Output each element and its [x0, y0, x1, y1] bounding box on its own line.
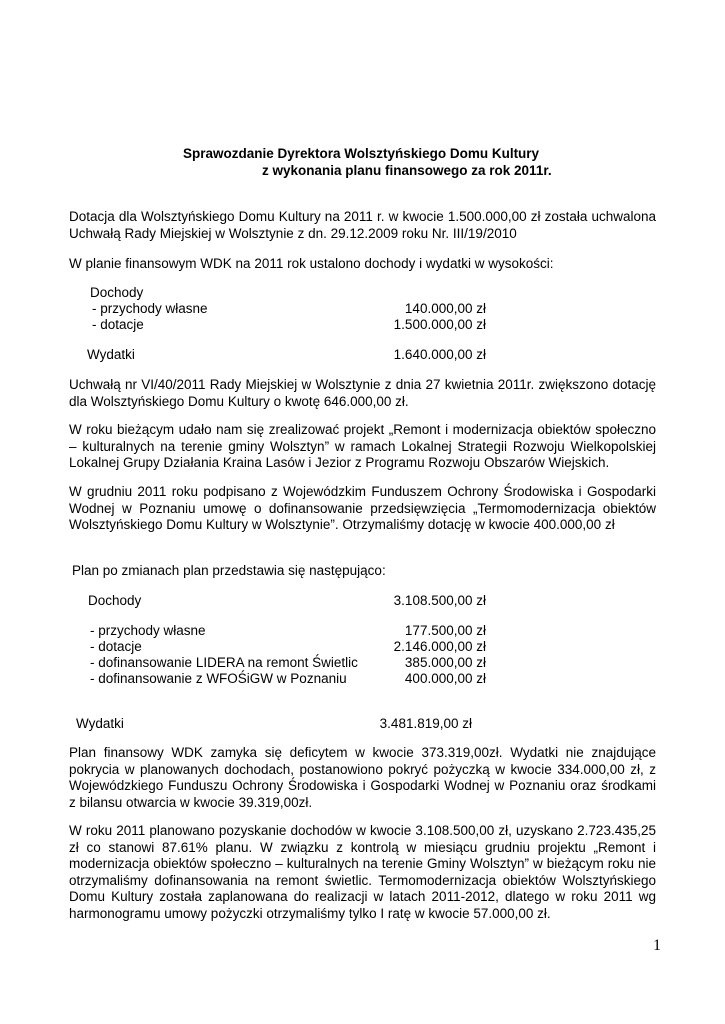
plan2-wydatki-label: Wydatki [76, 716, 124, 731]
plan2-dochody-amount: 3.108.500,00 zł [393, 593, 486, 608]
paragraph-plan: W planie finansowym WDK na 2011 rok ustalono dochody i wydatki w wysokości: [69, 256, 554, 271]
plan2-item-label: - dofinansowanie z WFOŚiGW w Poznaniu [90, 671, 347, 686]
paragraph-uchwala: Uchwałą nr VI/40/2011 Rady Miejskiej w Wolsztynie z dnia 27 kwietnia 2011r. zwiększono dotację dla Wolsztyńskiego Domu Kultury o kwotę 646.000,00 zł. [69, 377, 656, 409]
paragraph-grudzien: W grudniu 2011 roku podpisano z Wojewódzkim Funduszem Ochrony Środowiska i Gospodarki Wodnej w Poznaniu umowę o dofinansowanie przedsięwzięcia „Termomodernizacja obiektów Wolsztyńskiego Domu Kultury w Wolsztynie”. Otrzymaliśmy dotację w kwocie 400.000,00 zł [69, 484, 656, 532]
paragraph-remont: W roku bieżącym udało nam się zrealizować projekt „Remont i modernizacja obiektów społeczno – kulturalnych na terenie gminy Wolsztyn” w ramach Lokalnej Strategii Rozwoju Wielkopolskiej Lokalnej Grupy Działania Kraina Lasów i Jezior z Programu Rozwoju Obszarów Wiejskich. [69, 422, 656, 470]
plan1-item-label: - dotacje [92, 317, 144, 332]
page-number: 1 [653, 937, 661, 954]
plan2-item-label: - dofinansowanie LIDERA na remont Świetlic [90, 655, 358, 670]
plan1-dochody-label: Dochody [90, 285, 144, 300]
plan1-wydatki-label: Wydatki [87, 347, 135, 362]
paragraph-dotacja: Dotacja dla Wolsztyńskiego Domu Kultury na 2011 r. w kwocie 1.500.000,00 zł została uchwalona Uchwałą Rady Miejskiej w Wolsztynie z dn. 29.12.2009 roku Nr. III/19/2010 [69, 209, 656, 241]
paragraph-plan-zmiany: Plan po zmianach plan przedstawia się następująco: [72, 563, 386, 578]
title-line-1: Sprawozdanie Dyrektora Wolsztyńskiego Domu Kultury [183, 146, 540, 161]
plan1-wydatki-amount: 1.640.000,00 zł [393, 347, 486, 362]
title-line-2: z wykonania planu finansowego za rok 2011r. [262, 163, 552, 178]
plan2-item-label: - przychody własne [90, 623, 206, 638]
plan2-item-amount: 177.500,00 zł [404, 623, 486, 638]
plan2-dochody-label: Dochody [88, 593, 142, 608]
plan1-item-amount: 140.000,00 zł [404, 301, 486, 316]
paragraph-deficyt: Plan finansowy WDK zamyka się deficytem w kwocie 373.319,00zł. Wydatki nie znajdujące pokrycia w planowanych dochodach, postanowiono pokryć pożyczką w kwocie 334.000,00 zł, z Wojewódzkiego Funduszu Ochrony Środowiska i Gospodarki Wodnej w Poznaniu oraz środkami z bilansu otwarcia w kwocie 39.319,00zł. [69, 745, 656, 810]
paragraph-dochody: W roku 2011 planowano pozyskanie dochodów w kwocie 3.108.500,00 zł, uzyskano 2.723.435,25 zł co stanowi 87.61% planu. W związku z kontrolą w miesiącu grudniu projektu „Remont i modernizacja obiektów społeczno – kulturalnych na terenie Gminy Wolsztyn” w bieżącym roku nie otrzymaliśmy dofinansowania na remont świetlic. Termomodernizacja obiektów Wolsztyńskiego Domu Kultury została zaplanowana do realizacji w latach 2011-2012, dlatego w roku 2011 wg harmonogramu umowy pożyczki otrzymaliśmy tylko I ratę w kwocie 57.000,00 zł. [69, 823, 656, 921]
plan2-item-amount: 2.146.000,00 zł [393, 639, 486, 654]
plan1-item-label: - przychody własne [92, 301, 208, 316]
plan1-item-amount: 1.500.000,00 zł [393, 317, 486, 332]
plan2-item-label: - dotacje [90, 639, 142, 654]
plan2-wydatki-amount: 3.481.819,00 zł [379, 716, 472, 731]
plan2-item-amount: 400.000,00 zł [404, 671, 486, 686]
plan2-item-amount: 385.000,00 zł [404, 655, 486, 670]
